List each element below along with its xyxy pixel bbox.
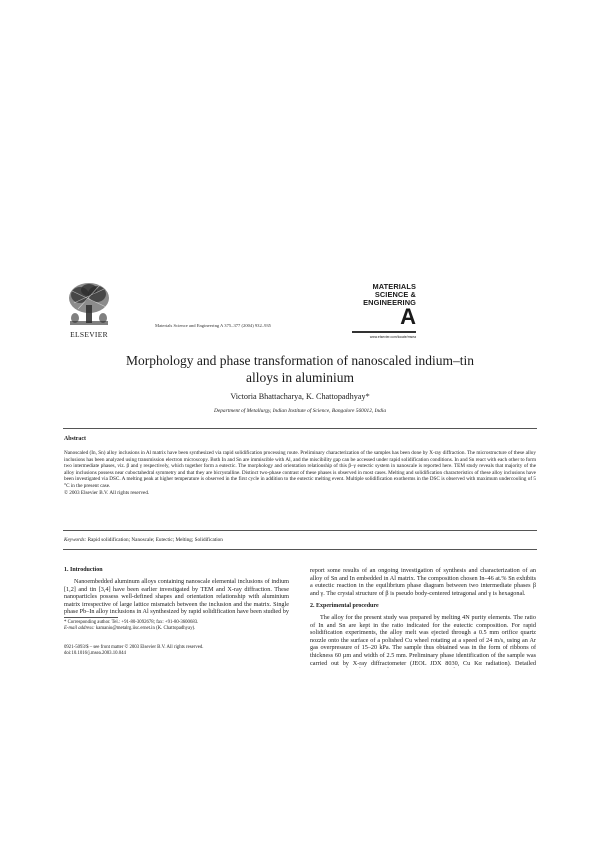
doi-line: doi:10.1016/j.msea.2003.10.044 (64, 651, 126, 657)
publisher-name: ELSEVIER (70, 330, 108, 339)
journal-logo-url: www.elsevier.com/locate/msea (369, 335, 416, 339)
experimental-text: The alloy for the present study was prepared by melting 4N purity elements. The ratio of In and Sn are kept in the ratio indicated for the eutectic composition. For rapid solidification experiments, the alloy melt was ejected through a 0.5 mm orifice quartz nozzle onto the surface of a polished Cu wheel rotating at a speed of 24 m/s, using an Ar gas overpressure of 15–20 kPa. The sample thus obtained was in the form of ribbons of thickness 60 µm and width of 2.5 mm. Preliminary phase identification of the sample was carried out by X-ray diffractometer (JEOL JDX 8030, Cu Kα radiation). Detailed (310, 614, 536, 667)
footnote-email (64, 626, 289, 632)
footnote-corresponding: * Corresponding author. Tel.: +91-80-3092678; fax: +91-80-3600683. (64, 620, 199, 625)
issn-block (64, 645, 289, 657)
elsevier-tree-logo (66, 281, 112, 329)
footnote-email-label: E-mail address: (64, 626, 95, 632)
abstract-body (64, 450, 536, 496)
footnote-email-address: kamanio@metalrg.iisc.ernet.in (K. Chattopadhyay). (95, 626, 196, 632)
journal-logo-letter: A (400, 304, 416, 329)
introduction-paragraph (64, 578, 289, 615)
abstract-heading: Abstract (64, 436, 86, 442)
abstract-mid-rule (63, 530, 537, 531)
abstract-bottom-rule (63, 549, 537, 550)
introduction-text-continued: report some results of an ongoing investigation of synthesis and characterization of an alloy of Sn and In embedded in Al matrix. The composition chosen In–46 at.% Sn exhibits a eutectic reaction in the equilibrium phase diagram between two intermediate phases β and γ. The crystal structure of β is pseudo body-centered tetragonal and γ is hexagonal. (310, 567, 536, 597)
issn-line: 0921-5093/$ – see front matter © 2003 Elsevier B.V. All rights reserved. (64, 645, 204, 650)
footnote-block (64, 620, 289, 632)
introduction-text: Nanoembedded aluminum alloys containing nanoscale elemental inclusions of indium [1,2] and tin [3,4] have been earlier investigated by TEM and X-ray diffraction. These nanoparticles possess well-defined shapes and orientation relationship with aluminium matrix irrespective of large lattice mismatch between the inclusion and the matrix. Single phase Pb–In alloy inclusions in Al synthesized by rapid solidification have been studied by (64, 578, 289, 615)
keywords (64, 537, 536, 543)
journal-logo-line-2: SCIENCE & (374, 290, 416, 299)
section-heading-experimental: 2. Experimental procedure (310, 603, 379, 609)
abstract-copyright: © 2003 Elsevier B.V. All rights reserved. (64, 489, 150, 496)
article-title (60, 352, 540, 386)
introduction-continued (310, 567, 536, 597)
keywords-list: Rapid solidification; Nanoscale; Eutectic; Melting; Solidification (87, 537, 223, 543)
article-affiliation: Department of Metallurgy, Indian Institute of Science, Bangalore 560012, India (213, 408, 387, 414)
journal-logo (352, 283, 416, 339)
section-heading-introduction: 1. Introduction (64, 567, 103, 573)
abstract-text: Nanoscaled (In, Sn) alloy inclusions in Al matrix have been synthesized via rapid solidification processing route. Preliminary characterization of the samples has been done by X-ray diffraction. The microstructure of these alloy inclusions has been analyzed using transmission electron microscopy. Both In and Sn are immiscible with Al, and the miscibility gap can be accessed under rapid solidification conditions. In and Sn react with each other to form two intermediate phases, viz. β and γ respectively, which together form a eutectic. The morphology and orientation relationship of this β–γ eutectic system in nanoscale is reported here. TEM study reveals that majority of the alloy inclusions possess near cuboctahedral symmetry and that they are bicrystalline. Distinct two-phase contrast of these phases is observed in most cases. Melting and solidification characteristics of these alloy inclusions have been investigated via DSC. A melting peak at higher temperature is observed in the first cycle in addition to the eutectic melting event. Multiple solidification exotherms in the DSC is observed with maximum undercooling of 5 °C in the present case. (64, 450, 536, 489)
footnote-rule (64, 617, 118, 618)
article-title-line-1: Morphology and phase transformation of nanoscaled indium–tin (126, 353, 474, 368)
journal-logo-bar (352, 331, 416, 333)
article-authors: Victoria Bhattacharya, K. Chattopadhyay* (230, 392, 370, 401)
abstract-top-rule (63, 428, 537, 429)
keywords-label: Keywords: (64, 537, 87, 543)
article-title-line-2: alloys in aluminium (246, 370, 354, 385)
experimental-paragraph (310, 614, 536, 668)
journal-logo-line-1: MATERIALS (372, 282, 416, 291)
journal-logo-line-3: ENGINEERING (363, 298, 416, 307)
journal-citation: Materials Science and Engineering A 375–377 (2004) 932–935 (155, 323, 271, 328)
